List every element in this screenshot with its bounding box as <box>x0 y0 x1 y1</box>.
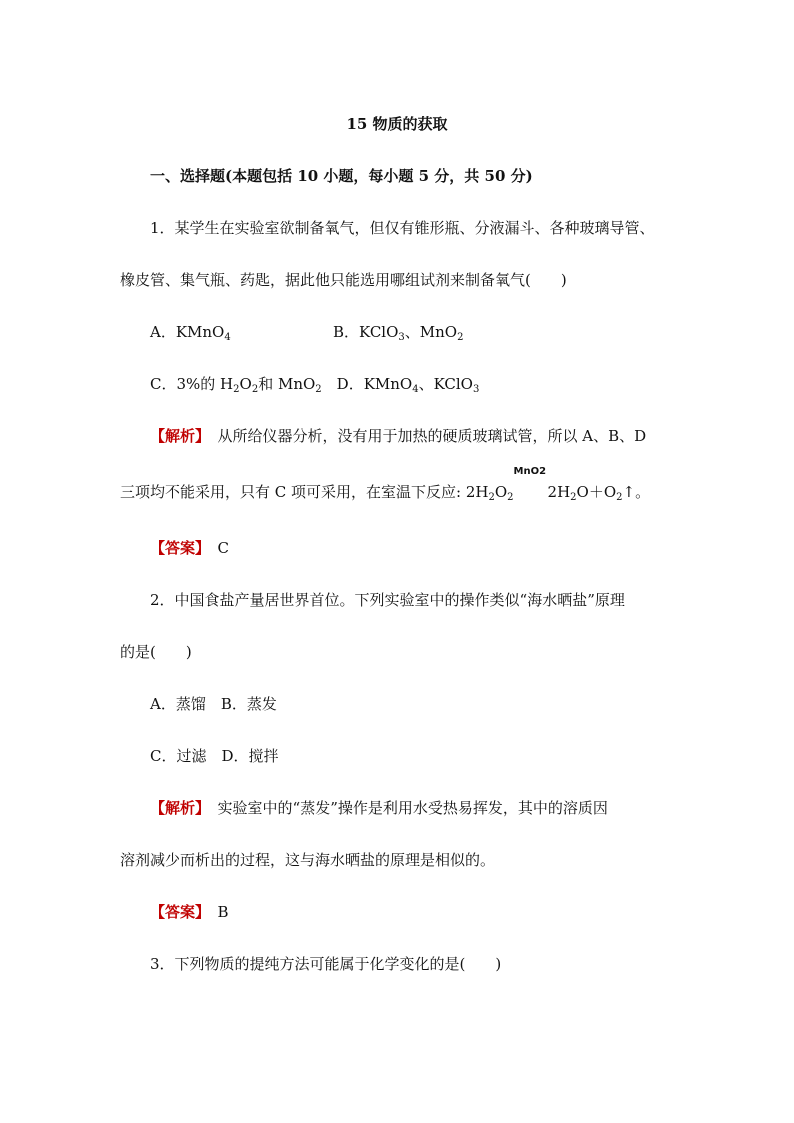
answer-label: 【答案】 <box>150 539 203 557</box>
page-title: 15 物质的获取 <box>346 115 448 133</box>
q1-analysis-line1: 【解析】 从所给仪器分析，没有用于加热的硬质玻璃试管，所以 A、B、D <box>150 427 647 445</box>
q1-option-a: A．KMnO$_4$ <box>150 323 231 343</box>
q1-answer: 【答案】 C <box>150 539 230 557</box>
q2-stem-line1: 2．中国食盐产量居世界首位。下列实验室中的操作类似“海水晒盐”原理 <box>150 591 625 609</box>
q1-option-c-d: C．3%的 $H_2O_2$和 MnO$_2$ D．KMnO$_4$、KClO$_3$ <box>150 375 480 395</box>
q2-analysis-line1: 【解析】 实验室中的“蒸发”操作是利用水受热易挥发，其中的溶质因 <box>150 799 608 817</box>
section-heading: 一、选择题(本题包括 10 小题，每小题 5 分，共 50 分) <box>150 167 533 185</box>
q2-options-line1: A．蒸馏 B．蒸发 <box>150 695 277 713</box>
q1-stem-line2: 橡皮管、集气瓶、药匙，据此他只能选用哪组试剂来制备氧气( ) <box>120 271 567 289</box>
q1-stem-line1: 1．某学生在实验室欲制备氧气，但仅有锥形瓶、分液漏斗、各种玻璃导管、 <box>150 219 655 237</box>
q2-stem-line2: 的是( ) <box>120 643 192 661</box>
q3-stem-line1: 3．下列物质的提纯方法可能属于化学变化的是( ) <box>150 955 502 973</box>
analysis-label: 【解析】 <box>150 799 203 817</box>
q2-analysis-line2: 溶剂减少而析出的过程，这与海水晒盐的原理是相似的。 <box>120 851 496 869</box>
answer-label: 【答案】 <box>150 903 203 921</box>
q1-option-b: B．KClO$_3$、MnO$_2$ <box>333 323 464 343</box>
analysis-label: 【解析】 <box>150 427 203 445</box>
q2-answer: 【答案】 B <box>150 903 229 921</box>
q2-options-line2: C．过滤 D．搅拌 <box>150 747 279 765</box>
q1-analysis-line2: 三项均不能采用，只有 C 项可采用，在室温下反应: $2H_2O_2$ MnO2 $2H_2O+O_2↑$。 <box>120 466 651 503</box>
catalyst-condition: MnO2 <box>513 466 547 477</box>
